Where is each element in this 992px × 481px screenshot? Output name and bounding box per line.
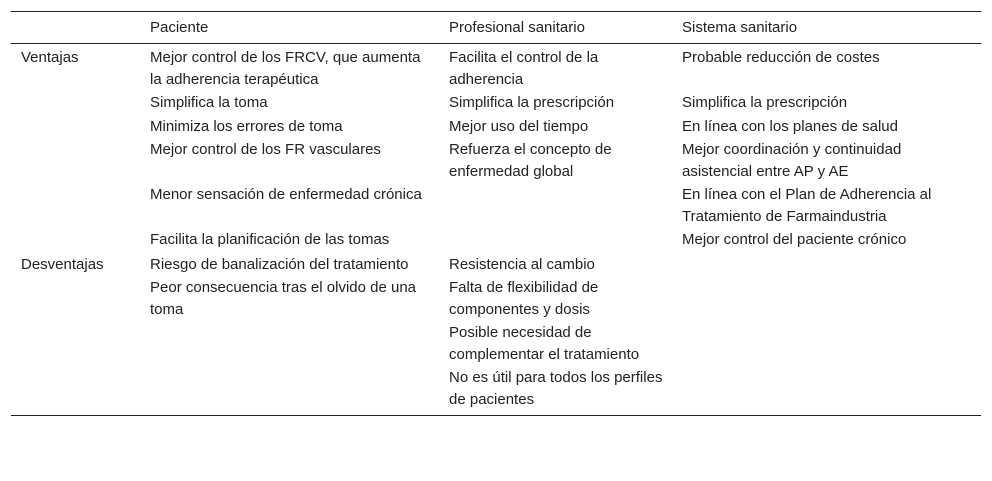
profesional-cell: Simplifica la prescripción: [449, 94, 615, 111]
sistema-cell: Mejor control del paciente crónico: [682, 231, 907, 248]
table-row: [11, 276, 981, 321]
category-cell: [11, 366, 140, 416]
paciente-cell: Facilita la planificación de las tomas: [150, 231, 390, 248]
profesional-cell: Mejor uso del tiempo: [449, 117, 589, 135]
sistema-cell: Probable reducción de costes: [682, 49, 880, 66]
comparison-table: [11, 11, 981, 416]
sistema-cell: [672, 321, 981, 366]
sistema-cell: En línea con el Plan de Adherencia al Tratamiento de Farmaindustria: [682, 186, 932, 225]
category-cell: [11, 138, 140, 183]
header-cell-paciente: Paciente: [150, 19, 209, 36]
sistema-cell: [672, 253, 981, 277]
category-cell: Desventajas: [21, 255, 104, 273]
sistema-cell: Mejor coordinación y continuidad asistencial entre AP y AE: [682, 141, 902, 180]
profesional-cell: Falta de flexibilidad de componentes y dosis: [449, 279, 599, 318]
sistema-cell: En línea con los planes de salud: [682, 117, 898, 135]
category-cell: [11, 183, 140, 228]
paciente-cell: [140, 366, 439, 416]
paciente-cell: Simplifica la toma: [150, 94, 268, 111]
table-row: [11, 115, 981, 139]
paciente-cell: Mejor control de los FRCV, que aumenta la adherencia terapéutica: [150, 49, 421, 88]
table-row: [11, 228, 981, 253]
category-cell: Ventajas: [21, 49, 79, 66]
category-cell: [11, 228, 140, 253]
profesional-cell: Posible necesidad de complementar el tratamiento: [449, 324, 640, 363]
header-row: [11, 12, 981, 44]
paciente-cell: Riesgo de banalización del tratamiento: [150, 255, 409, 273]
profesional-cell: [439, 183, 672, 228]
profesional-cell: Resistencia al cambio: [449, 255, 595, 273]
category-cell: [11, 276, 140, 321]
table-row: [11, 44, 981, 92]
header-cell-category: [11, 12, 140, 44]
profesional-cell: Refuerza el concepto de enfermedad global: [449, 141, 612, 180]
paciente-cell: Menor sensación de enfermedad crónica: [150, 186, 422, 203]
paciente-cell: [140, 321, 439, 366]
profesional-cell: No es útil para todos los perfiles de pacientes: [449, 369, 663, 408]
table-header: [11, 12, 981, 44]
table-row: [11, 183, 981, 228]
sistema-cell: [672, 276, 981, 321]
header-cell-profesional: Profesional sanitario: [449, 19, 585, 36]
table-row: [11, 366, 981, 416]
paciente-cell: Mejor control de los FR vasculares: [150, 141, 381, 158]
category-cell: [11, 91, 140, 115]
paciente-cell: Peor consecuencia tras el olvido de una toma: [150, 279, 417, 318]
paciente-cell: Minimiza los errores de toma: [150, 117, 343, 135]
profesional-cell: [439, 228, 672, 253]
table-row: [11, 91, 981, 115]
sistema-cell: Simplifica la prescripción: [682, 94, 848, 111]
category-cell: [11, 321, 140, 366]
header-cell-sistema: Sistema sanitario: [682, 19, 798, 36]
profesional-cell: Facilita el control de la adherencia: [449, 49, 599, 88]
sistema-cell: [672, 366, 981, 416]
category-cell: [11, 115, 140, 139]
table-body: [11, 44, 981, 416]
table-row: [11, 321, 981, 366]
table-row: [11, 138, 981, 183]
table-row: [11, 253, 981, 277]
